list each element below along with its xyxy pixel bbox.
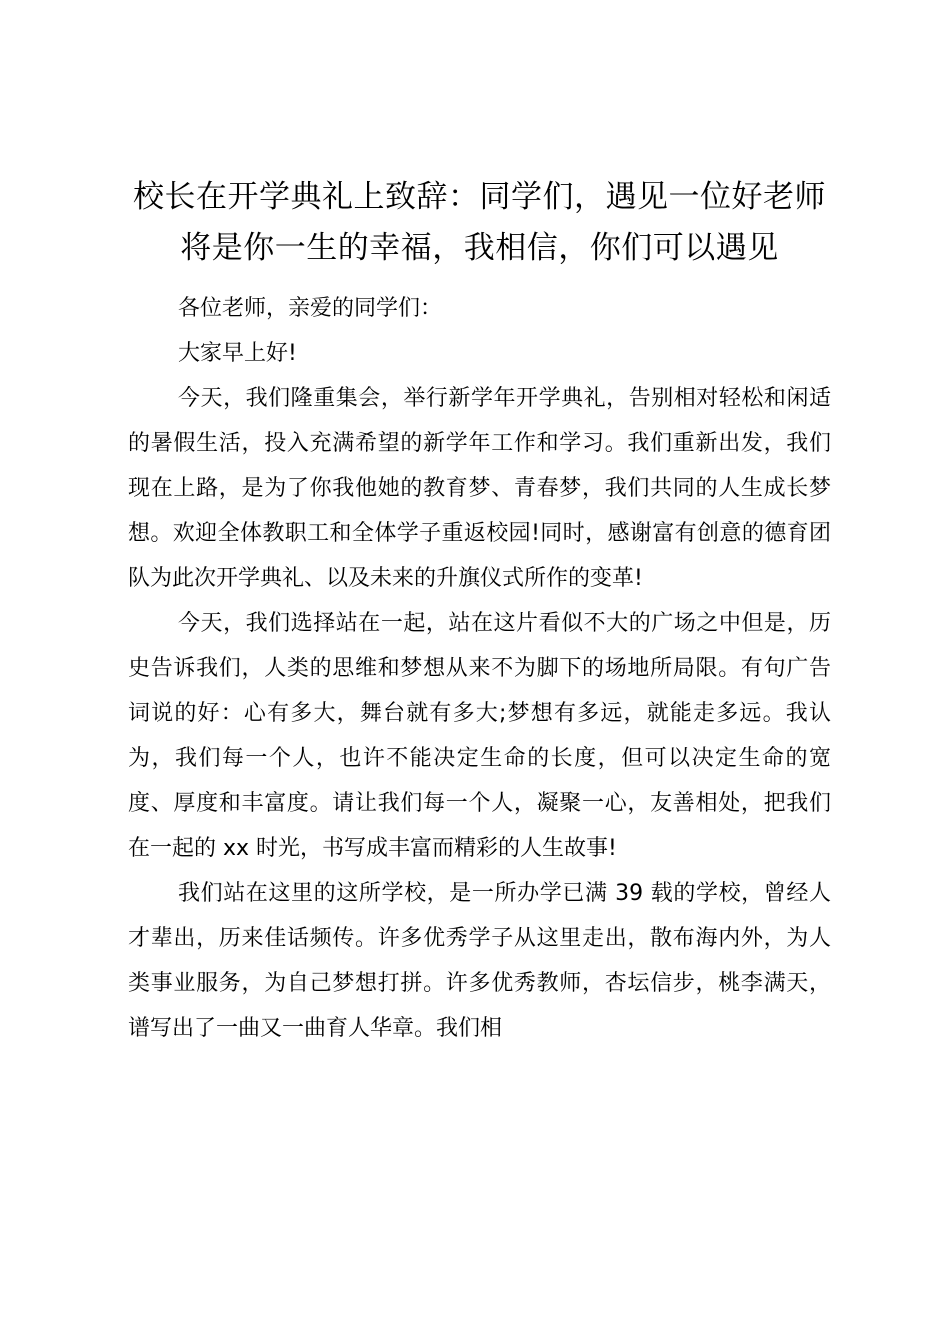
body-paragraph: 今天，我们选择站在一起，站在这片看似不大的广场之中但是，历史告诉我们，人类的思维和梦想从来不为脚下的场地所局限。有句广告词说的好：心有多大，舞台就有多大;梦想有多远，就能走多远。我认为，我们每一个人，也许不能决定生命的长度，但可以决定生命的宽度、厚度和丰富度。请让我们每一个人，凝聚一心，友善相处，把我们在一起的 xx 时光，书写成丰富而精彩的人生故事! (128, 611, 831, 861)
body-paragraph: 今天，我们隆重集会，举行新学年开学典礼，告别相对轻松和闲适的暑假生活，投入充满希望的新学年工作和学习。我们重新出发，我们现在上路，是为了你我他她的教育梦、青春梦，我们共同的人生成长梦想。欢迎全体教职工和全体学子重返校园!同时，感谢富有创意的德育团队为此次开学典礼、以及未来的升旗仪式所作的变革! (128, 386, 831, 591)
greeting: 大家早上好! (178, 341, 297, 366)
body-paragraph: 我们站在这里的这所学校，是一所办学已满 39 载的学校，曾经人才辈出，历来佳话频传。许多优秀学子从这里走出，散布海内外，为人类事业服务，为自己梦想打拼。许多优秀教师，杏坛信步，桃李满天，谱写出了一曲又一曲育人华章。我们相 (128, 881, 831, 1041)
salutation: 各位老师，亲爱的同学们： (178, 296, 443, 321)
document-title: 校长在开学典礼上致辞：同学们，遇见一位好老师将是你一生的幸福，我相信，你们可以遇见 (133, 179, 826, 266)
document-page (128, 172, 831, 1051)
